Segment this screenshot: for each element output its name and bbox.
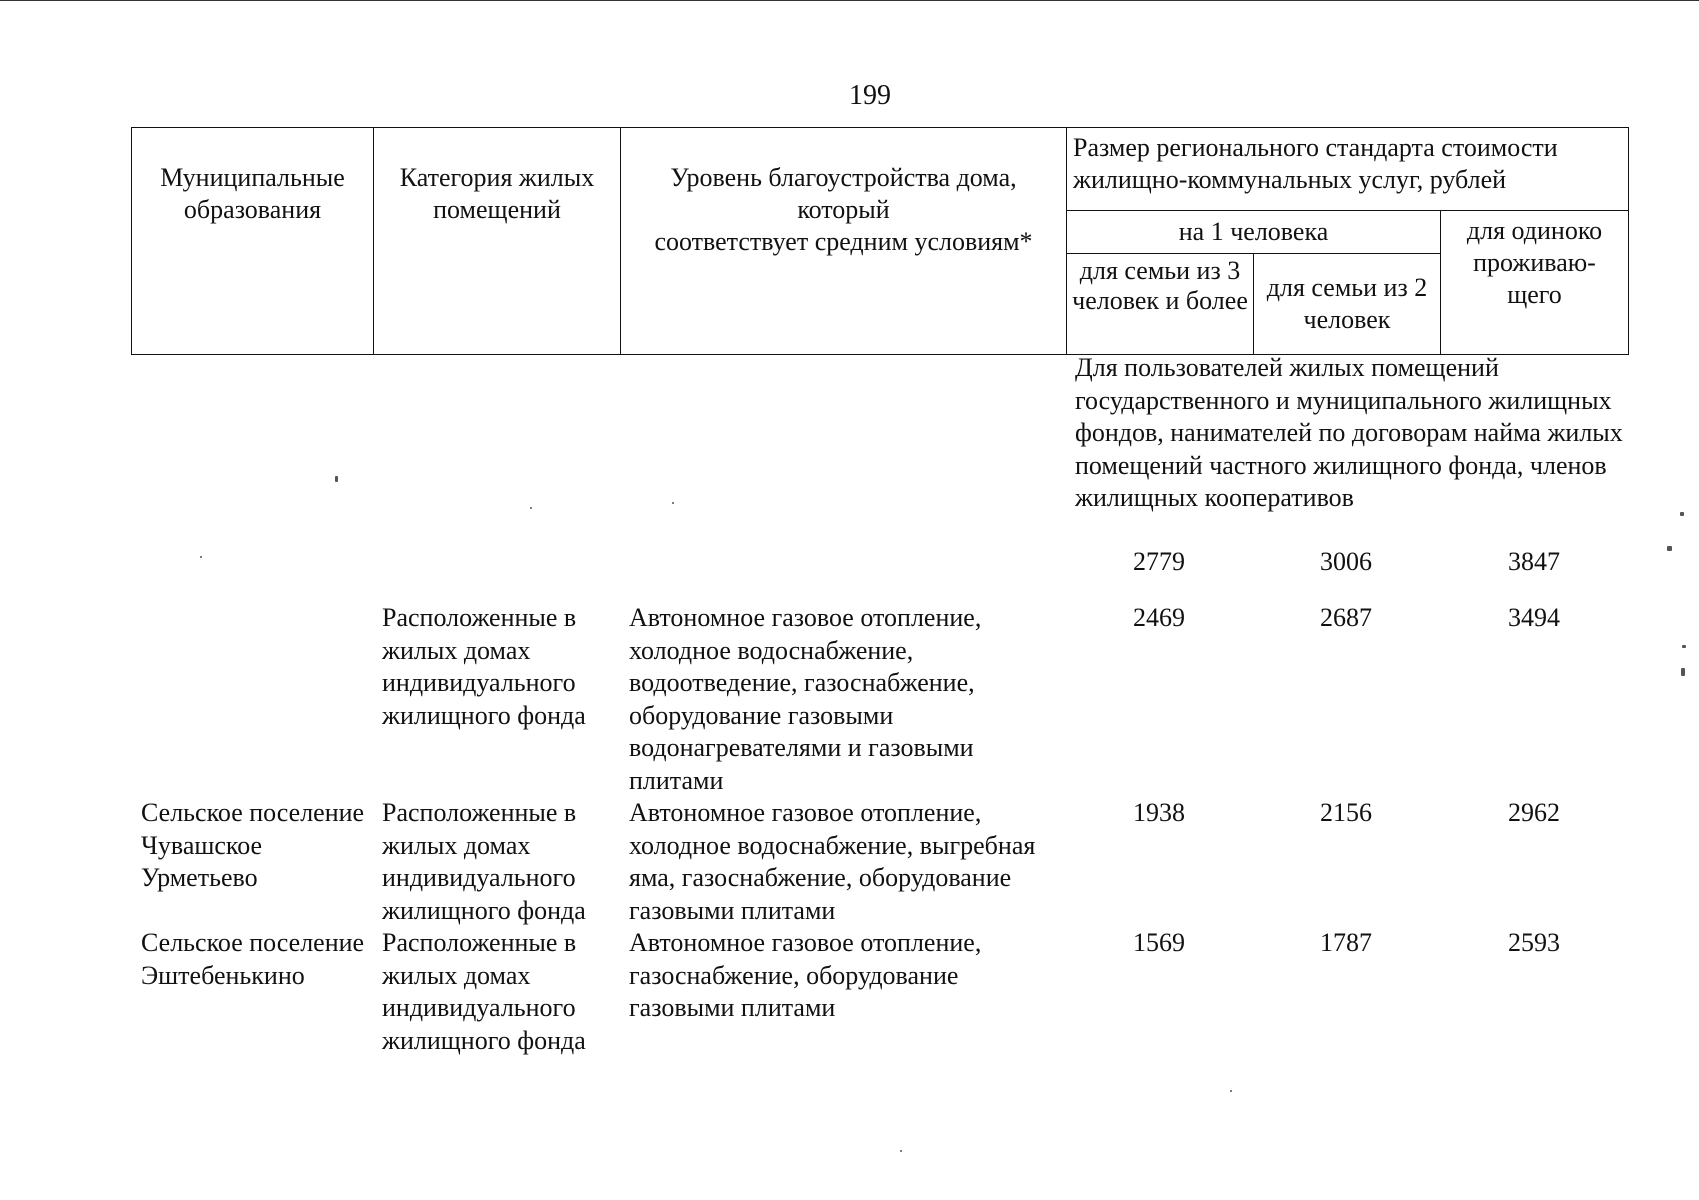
header-municipal: Муниципальные образования <box>132 128 374 355</box>
top-border-line <box>0 0 1699 1</box>
cell-level: Автономное газовое отопление, газоснабжение, оборудование газовыми плитами <box>629 928 982 1022</box>
header-family2: для семьи из 2 человек <box>1254 254 1441 355</box>
value-single: 2593 <box>1508 928 1560 957</box>
value-single: 2962 <box>1508 798 1560 827</box>
value-family2: 2156 <box>1320 798 1372 827</box>
value-family2: 3006 <box>1320 547 1372 576</box>
cell-level: Автономное газовое отопление, холодное водоснабжение, выгребная яма, газоснабжение, оборудование газовыми плитами <box>629 798 1036 925</box>
value-family3: 2779 <box>1133 547 1185 576</box>
scan-speck <box>672 502 674 504</box>
header-category: Категория жилых помещений <box>374 128 621 355</box>
scan-speck <box>1682 645 1686 648</box>
value-family3: 1938 <box>1133 798 1185 827</box>
scan-speck <box>200 556 202 558</box>
header-size-title: Размер регионального стандарта стоимости жилищно-коммунальных услуг, рублей <box>1067 128 1629 211</box>
value-family3: 2469 <box>1133 603 1185 632</box>
value-single: 3847 <box>1508 547 1560 576</box>
scan-speck <box>530 507 532 509</box>
scan-speck <box>1680 512 1684 516</box>
header-single: для одиноко проживаю-щего <box>1441 211 1629 355</box>
scan-speck <box>1681 668 1685 676</box>
scan-speck <box>1230 1090 1232 1092</box>
cell-municipal: Сельское поселение Эштебенькино <box>141 928 365 990</box>
value-family3: 1569 <box>1133 928 1185 957</box>
scan-speck <box>335 476 338 482</box>
page-number: 199 <box>849 80 891 111</box>
cell-level: Автономное газовое отопление, холодное водоснабжение, водоотведение, газоснабжение, оборудование газовыми водонагревателями и газовыми плитами <box>629 603 982 795</box>
scan-speck <box>900 1150 902 1152</box>
scan-speck <box>1667 546 1672 551</box>
value-family2: 1787 <box>1320 928 1372 957</box>
header-family3: для семьи из 3 человек и более <box>1067 254 1254 355</box>
table-header <box>131 127 1629 355</box>
header-level: Уровень благоустройства дома, который соответствует средним условиям* <box>621 128 1067 355</box>
cell-municipal: Сельское поселение Чувашское Урметьево <box>141 798 365 892</box>
value-family2: 2687 <box>1320 603 1372 632</box>
cell-category: Расположенные в жилых домах индивидуального жилищного фонда <box>382 603 586 730</box>
value-single: 3494 <box>1508 603 1560 632</box>
section-label: Для пользователей жилых помещений государственного и муниципального жилищных фондов, нанимателей по договорам найма жилых помещений частного жилищного фонда, членов жилищных кооперативов <box>1075 353 1623 512</box>
cell-category: Расположенные в жилых домах индивидуального жилищного фонда <box>382 928 586 1055</box>
cell-category: Расположенные в жилых домах индивидуального жилищного фонда <box>382 798 586 925</box>
header-per-person: на 1 человека <box>1067 211 1441 254</box>
